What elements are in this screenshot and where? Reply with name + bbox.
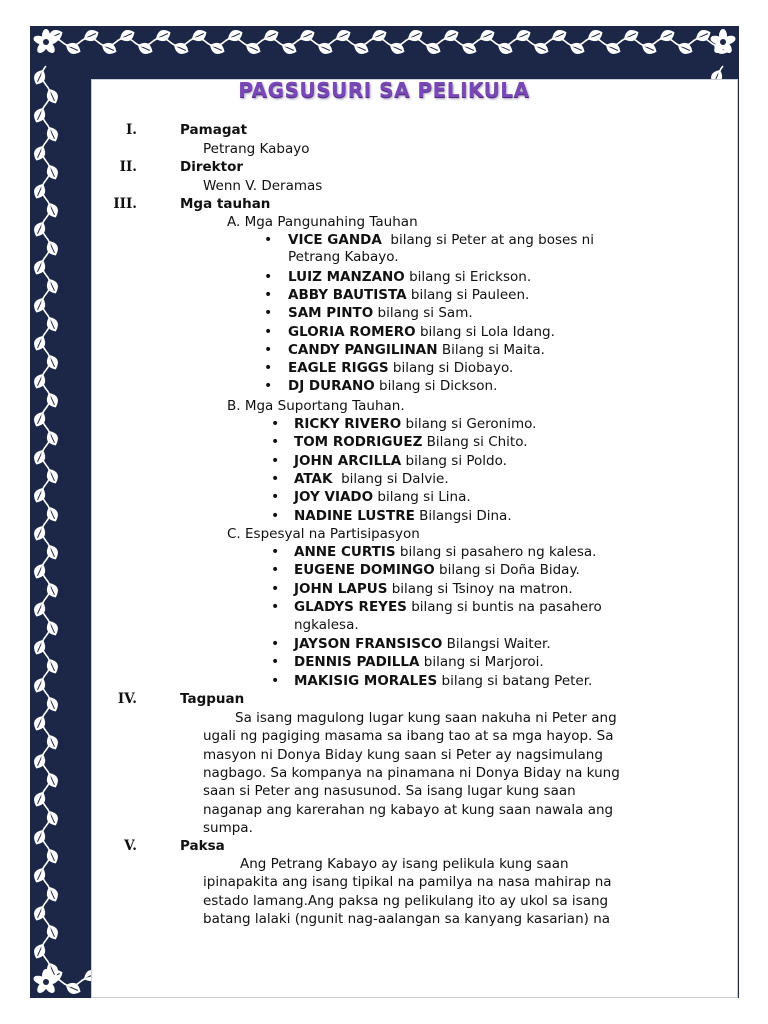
cast-role: bilang si Peter at ang boses ni — [381, 232, 594, 248]
list-bullet: • — [264, 232, 273, 248]
list-bullet: • — [264, 341, 273, 358]
cast-list-item — [294, 635, 551, 653]
cast-list-item — [288, 323, 555, 341]
cast-role: bilang si batang Peter. — [437, 672, 593, 689]
list-bullet: • — [271, 470, 280, 487]
list-bullet: • — [271, 636, 280, 652]
cast-list-item — [288, 359, 513, 377]
paragraph-line: Ang Petrang Kabayo ay isang pelikula kung saan — [240, 856, 569, 872]
cast-role: bilang si Dickson. — [374, 378, 498, 395]
cast-role: Bilang si Chito. — [422, 434, 528, 451]
paragraph-line: naganap ang karerahan ng kabayo at kung saan nawala ang — [203, 801, 614, 818]
paragraph-line: ugali ng pagiging masama sa ibang tao at sa mga hayop. Sa — [203, 728, 614, 745]
cast-name: GLADYS REYES — [294, 599, 407, 616]
cast-list-item — [294, 653, 544, 671]
cast-role: bilang si Doña Biday. — [434, 562, 580, 579]
section-number-i: I. — [125, 122, 137, 138]
cast-name: NADINE LUSTRE — [294, 507, 415, 524]
cast-name: ATAK — [294, 470, 333, 487]
cast-name: ABBY BAUTISTA — [288, 286, 407, 303]
section-heading-direktor: Direktor — [180, 159, 244, 175]
cast-name: CANDY PANGILINAN — [288, 341, 438, 358]
cast-name: DENNIS PADILLA — [294, 654, 420, 671]
cast-role: Bilang si Maita. — [437, 341, 545, 358]
cast-role: bilang si Pauleen. — [406, 286, 530, 303]
paragraph-line: ipinapakita ang isang tipikal na pamilya na nasa mahirap na — [203, 874, 612, 891]
cast-list-item — [294, 452, 507, 470]
list-bullet: • — [264, 305, 273, 322]
subsection-c-label: C. Espesyal na Partisipasyon — [227, 526, 420, 542]
cast-role: bilang si buntis na pasahero — [406, 599, 602, 616]
cast-name: JAYSON FRANSISCO — [294, 636, 443, 652]
list-bullet: • — [271, 544, 280, 560]
section-heading-mga-tauhan: Mga tauhan — [180, 196, 271, 212]
cast-name: VICE GANDA — [288, 232, 382, 248]
section-heading-tagpuan: Tagpuan — [180, 691, 245, 707]
page-title: PAGSUSURI SA PELIKULA — [238, 78, 530, 102]
cast-role: bilang si Sam. — [373, 305, 473, 322]
cast-role: bilang si Poldo. — [401, 452, 507, 469]
paragraph-line: sumpa. — [203, 819, 253, 836]
subsection-a-label: A. Mga Pangunahing Tauhan — [227, 214, 418, 230]
cast-name: GLORIA ROMERO — [288, 323, 416, 340]
list-bullet: • — [271, 599, 280, 616]
list-bullet: • — [271, 416, 280, 432]
cast-list-item — [294, 415, 536, 433]
list-bullet: • — [271, 452, 280, 469]
paragraph-line: Sa isang magulong lugar kung saan nakuha ni Peter ang — [235, 710, 617, 726]
cast-role-continued: ngkalesa. — [294, 616, 359, 633]
section-heading-pamagat: Pamagat — [180, 122, 248, 138]
cast-name: ANNE CURTIS — [294, 544, 396, 560]
list-bullet: • — [271, 562, 280, 579]
cast-name: RICKY RIVERO — [294, 416, 402, 432]
list-bullet: • — [264, 323, 273, 340]
cast-role: Bilangsi Waiter. — [442, 636, 551, 652]
cast-list-item — [288, 268, 531, 286]
subsection-b-label: B. Mga Suportang Tauhan. — [227, 398, 405, 414]
paragraph-line: masyon ni Donya Biday kung saan si Peter ay nagsimulang — [203, 746, 603, 763]
section-number-iii: III. — [113, 196, 137, 212]
list-bullet: • — [271, 434, 280, 451]
cast-name: JOY VIADO — [294, 489, 374, 506]
cast-role: bilang si Lola Idang. — [415, 323, 555, 340]
list-bullet: • — [264, 268, 273, 285]
section-number-ii: II. — [119, 159, 137, 175]
section-heading-paksa: Paksa — [180, 838, 225, 854]
cast-name: SAM PINTO — [288, 305, 374, 322]
cast-role: bilang si Diobayo. — [388, 360, 514, 377]
paragraph-line: batang lalaki (ngunit nag-aalangan sa kanyang kasarian) na — [203, 910, 611, 927]
list-bullet: • — [264, 360, 273, 377]
cast-name: JOHN ARCILLA — [294, 452, 402, 469]
paragraph-line: nagbago. Sa kompanya na pinamana ni Donya Biday na kung — [203, 764, 620, 781]
cast-role: bilang si Geronimo. — [401, 416, 537, 432]
cast-name: DJ DURANO — [288, 378, 375, 395]
list-bullet: • — [271, 654, 280, 671]
cast-list-item — [288, 341, 545, 359]
director-value: Wenn V. Deramas — [203, 178, 323, 194]
cast-role: bilang si Erickson. — [404, 268, 532, 285]
list-bullet: • — [264, 378, 273, 395]
list-bullet: • — [271, 580, 280, 597]
cast-name: TOM RODRIGUEZ — [294, 434, 423, 451]
cast-name: MAKISIG MORALES — [294, 672, 438, 689]
movie-title-value: Petrang Kabayo — [203, 141, 310, 157]
paragraph-line: estado lamang.Ang paksa ng pelikulang ito ay ukol sa isang — [203, 892, 609, 909]
cast-role-continued: Petrang Kabayo. — [288, 249, 399, 266]
cast-list-item — [294, 543, 596, 561]
cast-role: bilang si Lina. — [373, 489, 471, 506]
cast-list-item — [294, 507, 512, 525]
cast-name: EUGENE DOMINGO — [294, 562, 435, 579]
cast-name: LUIZ MANZANO — [288, 268, 405, 285]
paragraph-line: saan si Peter ang nasusunod. Sa isang lugar kung saan — [203, 783, 576, 800]
cast-list-item — [294, 580, 573, 598]
cast-name: EAGLE RIGGS — [288, 360, 389, 377]
cast-list-item — [288, 286, 529, 304]
cast-list-item — [294, 598, 602, 616]
cast-role: bilang si Dalvie. — [332, 470, 449, 487]
section-number-v: V. — [124, 838, 137, 854]
section-number-iv: IV. — [117, 691, 137, 707]
list-bullet: • — [271, 672, 280, 689]
cast-list-item — [288, 304, 473, 322]
cast-list-item — [288, 377, 497, 395]
cast-list-item — [294, 672, 592, 690]
cast-list-item — [294, 561, 580, 579]
cast-role: Bilangsi Dina. — [414, 507, 512, 524]
cast-list-item — [294, 470, 449, 488]
cast-role: bilang si Marjoroi. — [419, 654, 544, 671]
cast-list-item — [288, 231, 594, 249]
cast-role: bilang si pasahero ng kalesa. — [395, 544, 597, 560]
list-bullet: • — [271, 507, 280, 524]
cast-list-item — [294, 433, 528, 451]
cast-name: JOHN LAPUS — [294, 580, 388, 597]
list-bullet: • — [264, 286, 273, 303]
list-bullet: • — [271, 489, 280, 506]
cast-list-item — [294, 488, 471, 506]
cast-role: bilang si Tsinoy na matron. — [387, 580, 573, 597]
